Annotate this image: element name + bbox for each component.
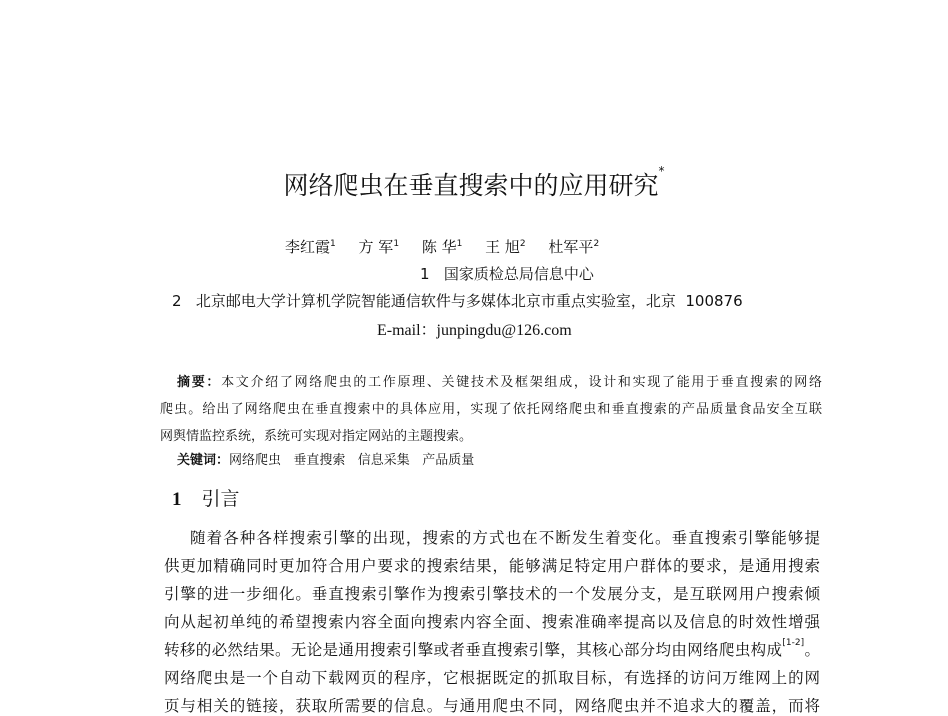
affiliation-2: 2 北京邮电大学计算机学院智能通信软件与多媒体北京市重点实验室，北京 100876 [172,292,743,310]
title-text: 网络爬虫在垂直搜索中的应用研究 [283,171,659,200]
paper-title [0,166,948,202]
affiliation-1: 1 国家质检总局信息中心 [420,265,594,283]
abstract-line: 网舆情监控系统，系统可实现对指定网站的主题搜索。 [160,429,473,444]
author: 杜军平$^2$ [548,238,600,256]
body-line: 向从起初单纯的希望搜索内容全面向搜索内容全面、搜索准确率提高以及信息的时效性增强 [164,613,820,631]
keywords: 关键词：网络爬虫 垂直搜索 信息采集 产品质量 [177,453,475,468]
body-line: 页与相关的链接，获取所需要的信息。与通用爬虫不同，网络爬虫并不追求大的覆盖，而将 [164,697,820,715]
abstract-line: 摘要：本文介绍了网络爬虫的工作原理、关键技术及框架组成，设计和实现了能用于垂直搜索的网络 [177,375,822,390]
citation: [1-2] [782,638,805,648]
body-line: 供更加精确同时更加符合用户要求的搜索结果，能够满足特定用户群体的要求，是通用搜索 [164,557,820,575]
author-list [285,236,617,257]
body-line: 转移的必然结果。无论是通用搜索引擎或者垂直搜索引擎，其核心部分均由网络爬虫构成[1-2]。 [164,638,820,659]
author: 王 旭$^2$ [485,238,526,256]
abstract-line: 爬虫。给出了网络爬虫在垂直搜索中的具体应用，实现了依托网络爬虫和垂直搜索的产品质量食品安全互联 [160,402,822,417]
body-line: 网络爬虫是一个自动下载网页的程序，它根据既定的抓取目标，有选择的访问万维网上的网 [164,669,820,687]
section-heading: 1 引言 [172,488,240,510]
author: 陈 华$^1$ [421,238,463,256]
author: 方 军$^1$ [358,238,400,256]
email: E-mail：junpingdu@126.com [377,322,572,339]
body-line: 引擎的进一步细化。垂直搜索引擎作为搜索引擎技术的一个发展分支，是互联网用户搜索倾 [164,585,820,603]
body-line: 随着各种各样搜索引擎的出现，搜索的方式也在不断发生着变化。垂直搜索引擎能够提 [190,529,820,547]
author: 李红霞$^1$ [285,238,336,256]
title-footnote-mark: * [658,164,665,178]
